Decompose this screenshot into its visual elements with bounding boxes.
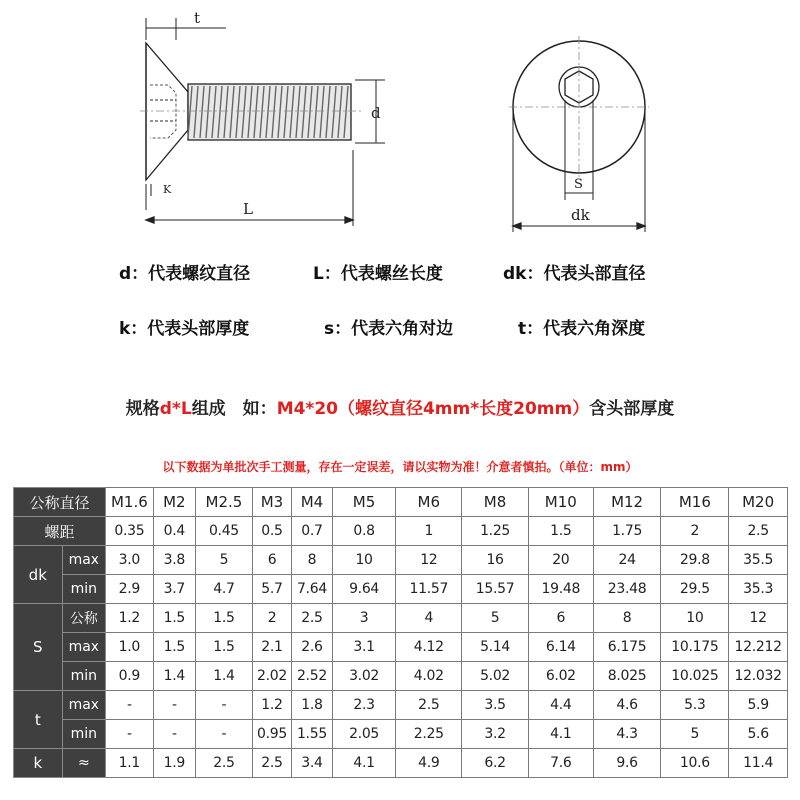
- t-header: t: [14, 691, 63, 749]
- table-cell: 2.5: [196, 749, 253, 778]
- table-row: [14, 662, 788, 691]
- size-header: M2: [153, 488, 195, 517]
- table-cell: 3.02: [332, 662, 396, 691]
- table-cell: 5.7: [252, 575, 291, 604]
- table-row: [14, 720, 788, 749]
- table-cell: 1.2: [252, 691, 291, 720]
- table-cell: 5.9: [729, 691, 788, 720]
- spec-line: [0, 394, 800, 419]
- table-cell: 4.4: [528, 691, 593, 720]
- table-cell: 3.1: [332, 633, 396, 662]
- table-cell: 1.4: [153, 662, 195, 691]
- table-cell: 4.12: [396, 633, 462, 662]
- label-L: L: [243, 200, 253, 218]
- table-cell: 1.5: [153, 604, 195, 633]
- table-cell: 4.1: [332, 749, 396, 778]
- table-cell: 9.64: [332, 575, 396, 604]
- dk-header: dk: [14, 546, 63, 604]
- table-cell: 3.8: [153, 546, 195, 575]
- k-approx-label: ≈: [62, 749, 106, 778]
- table-cell: 5: [196, 546, 253, 575]
- legend-s: s：代表六角对边: [324, 319, 454, 339]
- table-cell: 0.45: [196, 517, 253, 546]
- table-cell: 20: [528, 546, 593, 575]
- label-d: d: [371, 104, 381, 122]
- table-cell: 4.9: [396, 749, 462, 778]
- table-cell: 1.5: [528, 517, 593, 546]
- table-cell: 29.8: [661, 546, 729, 575]
- table-cell: 0.95: [252, 720, 291, 749]
- table-cell: 35.5: [729, 546, 788, 575]
- legend-k: k：代表头部厚度: [119, 319, 250, 339]
- table-cell: 2.02: [252, 662, 291, 691]
- table-cell: 4.1: [528, 720, 593, 749]
- table-cell: 2.5: [252, 749, 291, 778]
- table-cell: 1.5: [196, 604, 253, 633]
- table-cell: 12.212: [729, 633, 788, 662]
- table-cell: 15.57: [462, 575, 529, 604]
- table-cell: 3: [332, 604, 396, 633]
- table-cell: 10.6: [661, 749, 729, 778]
- table-row: [14, 604, 788, 633]
- spec-prefix: 规格: [125, 399, 160, 419]
- label-s: S: [574, 177, 583, 192]
- table-cell: 3.7: [153, 575, 195, 604]
- table-cell: 12: [729, 604, 788, 633]
- table-cell: 6: [252, 546, 291, 575]
- table-cell: 10.025: [661, 662, 729, 691]
- size-header: M4: [292, 488, 332, 517]
- table-cell: 5.3: [661, 691, 729, 720]
- size-header: M5: [332, 488, 396, 517]
- size-header: M8: [462, 488, 529, 517]
- table-cell: 9.6: [593, 749, 661, 778]
- spec-example: M4*20（螺纹直径4mm*长度20mm）: [276, 399, 590, 419]
- table-cell: 7.6: [528, 749, 593, 778]
- label-t: t: [194, 9, 201, 27]
- table-cell: 19.48: [528, 575, 593, 604]
- table-cell: 10: [661, 604, 729, 633]
- table-cell: 10.175: [661, 633, 729, 662]
- table-cell: -: [153, 720, 195, 749]
- table-cell: 1.5: [153, 633, 195, 662]
- table-cell: 24: [593, 546, 661, 575]
- legend-dk: dk：代表头部直径: [503, 264, 646, 284]
- dk-max-label: max: [62, 546, 106, 575]
- table-cell: 6.2: [462, 749, 529, 778]
- table-cell: 6.14: [528, 633, 593, 662]
- table-row: [14, 691, 788, 720]
- table-cell: 12.032: [729, 662, 788, 691]
- size-header: M12: [593, 488, 661, 517]
- table-cell: 1.8: [292, 691, 332, 720]
- size-header: M6: [396, 488, 462, 517]
- label-k: K: [163, 183, 172, 196]
- spec-formula: d*L: [159, 399, 192, 419]
- table-cell: 2.52: [292, 662, 332, 691]
- table-cell: 2.5: [292, 604, 332, 633]
- table-cell: 3.0: [106, 546, 154, 575]
- s-nominal-label: 公称: [62, 604, 106, 633]
- table-cell: 2.1: [252, 633, 291, 662]
- table-cell: 29.5: [661, 575, 729, 604]
- screw-diagram: [0, 0, 800, 240]
- table-cell: 11.57: [396, 575, 462, 604]
- table-cell: 0.5: [252, 517, 291, 546]
- table-cell: 3.2: [462, 720, 529, 749]
- legend-t: t：代表六角深度: [518, 319, 646, 339]
- table-row: [14, 575, 788, 604]
- table-corner-header: 公称直径: [14, 488, 106, 517]
- table-cell: 8: [292, 546, 332, 575]
- table-cell: 6.175: [593, 633, 661, 662]
- table-cell: 1: [396, 517, 462, 546]
- legend-d: d：代表螺纹直径: [119, 264, 251, 284]
- table-cell: 1.0: [106, 633, 154, 662]
- table-cell: 4.7: [196, 575, 253, 604]
- table-cell: 1.9: [153, 749, 195, 778]
- table-cell: 1.5: [196, 633, 253, 662]
- table-cell: 16: [462, 546, 529, 575]
- table-row: [14, 517, 788, 546]
- table-cell: 2.6: [292, 633, 332, 662]
- table-cell: 2.3: [332, 691, 396, 720]
- table-cell: 10: [332, 546, 396, 575]
- table-cell: 8: [593, 604, 661, 633]
- label-dk: dk: [571, 206, 590, 224]
- table-cell: -: [106, 720, 154, 749]
- table-cell: 12: [396, 546, 462, 575]
- table-cell: 5.02: [462, 662, 529, 691]
- table-row: [14, 488, 788, 517]
- table-cell: -: [106, 691, 154, 720]
- table-cell: 2.9: [106, 575, 154, 604]
- table-cell: 4: [396, 604, 462, 633]
- table-cell: 11.4: [729, 749, 788, 778]
- table-cell: 2: [252, 604, 291, 633]
- table-cell: 23.48: [593, 575, 661, 604]
- table-cell: 35.3: [729, 575, 788, 604]
- table-row: [14, 749, 788, 778]
- table-cell: 5.6: [729, 720, 788, 749]
- table-cell: 7.64: [292, 575, 332, 604]
- s-max-label: max: [62, 633, 106, 662]
- t-max-label: max: [62, 691, 106, 720]
- table-cell: 1.4: [196, 662, 253, 691]
- table-cell: 4.02: [396, 662, 462, 691]
- table-cell: 0.8: [332, 517, 396, 546]
- s-min-label: min: [62, 662, 106, 691]
- table-cell: 5: [462, 604, 529, 633]
- table-cell: 1.2: [106, 604, 154, 633]
- table-cell: 1.25: [462, 517, 529, 546]
- table-cell: 6: [528, 604, 593, 633]
- dk-min-label: min: [62, 575, 106, 604]
- table-cell: 3.4: [292, 749, 332, 778]
- s-header: S: [14, 604, 63, 691]
- spec-tail: 含头部厚度: [589, 399, 675, 419]
- table-row: [14, 633, 788, 662]
- table-cell: 0.7: [292, 517, 332, 546]
- screw-head: [146, 43, 188, 180]
- spec-table: [13, 487, 788, 778]
- table-cell: 4.3: [593, 720, 661, 749]
- table-cell: 0.35: [106, 517, 154, 546]
- legend-L: L：代表螺丝长度: [313, 264, 443, 284]
- table-cell: -: [196, 691, 253, 720]
- table-cell: 1.55: [292, 720, 332, 749]
- table-cell: 2: [661, 517, 729, 546]
- table-cell: -: [196, 720, 253, 749]
- size-header: M20: [729, 488, 788, 517]
- table-cell: 1.75: [593, 517, 661, 546]
- table-cell: 6.02: [528, 662, 593, 691]
- table-cell: 0.9: [106, 662, 154, 691]
- table-cell: 2.25: [396, 720, 462, 749]
- k-header: k: [14, 749, 63, 778]
- table-row: [14, 546, 788, 575]
- size-header: M1.6: [106, 488, 154, 517]
- table-cell: 1.1: [106, 749, 154, 778]
- table-cell: 3.5: [462, 691, 529, 720]
- table-cell: -: [153, 691, 195, 720]
- size-header: M3: [252, 488, 291, 517]
- table-cell: 8.025: [593, 662, 661, 691]
- table-cell: 5: [661, 720, 729, 749]
- t-min-label: min: [62, 720, 106, 749]
- table-cell: 2.5: [729, 517, 788, 546]
- table-cell: 2.5: [396, 691, 462, 720]
- notice: 以下数据为单批次手工测量，存在一定误差，请以实物为准！介意者慎拍。（单位：mm）: [162, 460, 638, 474]
- table-cell: 5.14: [462, 633, 529, 662]
- pitch-header: 螺距: [14, 517, 106, 546]
- table-cell: 0.4: [153, 517, 195, 546]
- size-header: M16: [661, 488, 729, 517]
- spec-suffix: 组成 如：: [191, 399, 277, 419]
- table-cell: 2.05: [332, 720, 396, 749]
- size-header: M10: [528, 488, 593, 517]
- table-cell: 4.6: [593, 691, 661, 720]
- size-header: M2.5: [196, 488, 253, 517]
